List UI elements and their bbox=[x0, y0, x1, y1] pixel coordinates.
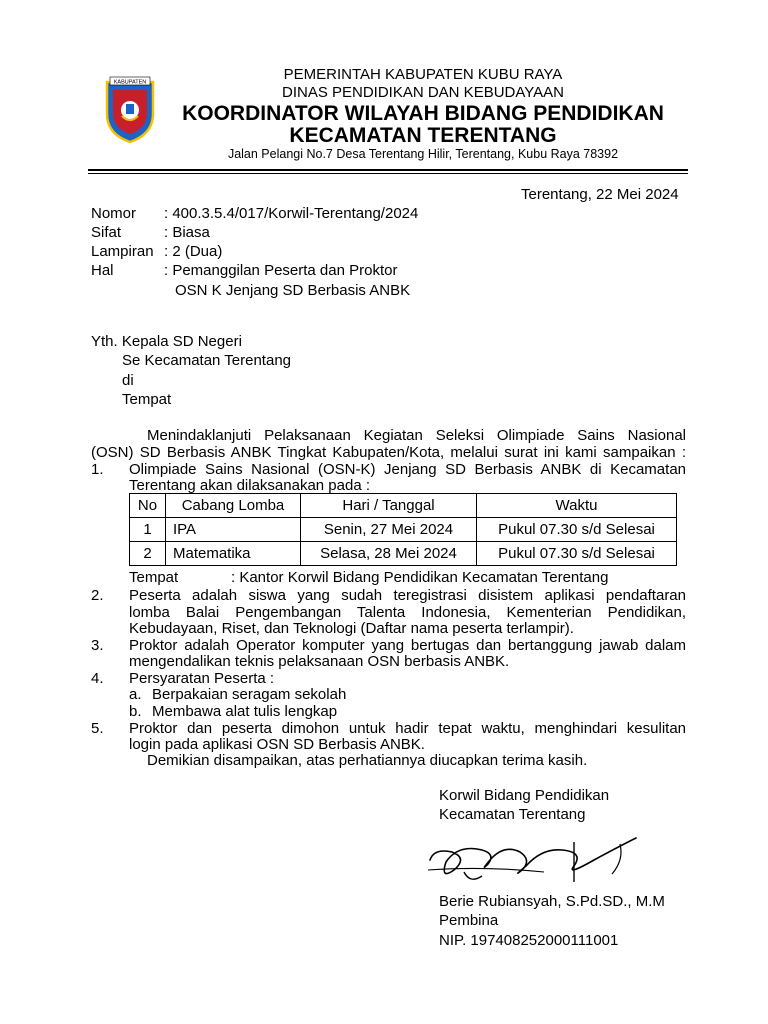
letter-date: Terentang, 22 Mei 2024 bbox=[521, 186, 679, 203]
item-number: 2. bbox=[91, 587, 104, 604]
header-coordinator: KOORDINATOR WILAYAH BIDANG PENDIDIKAN bbox=[182, 102, 664, 125]
table-cell: Selasa, 28 Mei 2024 bbox=[301, 542, 477, 566]
table-cell: Pukul 07.30 s/d Selesai bbox=[477, 518, 677, 542]
signatory-title: Kecamatan Terentang bbox=[439, 806, 586, 823]
header-address: Jalan Pelangi No.7 Desa Terentang Hilir, Terentang, Kubu Raya 78392 bbox=[227, 147, 619, 161]
table-cell: 1 bbox=[130, 518, 166, 542]
item-number: 5. bbox=[91, 720, 104, 737]
meta-value-lampiran: : 2 (Dua) bbox=[164, 243, 223, 260]
venue-label: Tempat bbox=[129, 569, 179, 586]
header-divider-thick bbox=[88, 169, 688, 171]
table-cell: Pukul 07.30 s/d Selesai bbox=[477, 542, 677, 566]
item-number: 4. bbox=[91, 670, 104, 687]
meta-value-hal: : Pemanggilan Peserta dan Proktor bbox=[164, 262, 398, 279]
table-header-cell: No bbox=[130, 494, 166, 518]
sub-item-letter: a. bbox=[129, 686, 142, 703]
signatory-name: Berie Rubiansyah, S.Pd.SD., M.M bbox=[439, 893, 665, 910]
header-department: DINAS PENDIDIKAN DAN KEBUDAYAAN bbox=[281, 84, 564, 101]
table-cell: 2 bbox=[130, 542, 166, 566]
sub-item-letter: b. bbox=[129, 703, 142, 720]
signatory-nip: NIP. 197408252000111001 bbox=[439, 932, 619, 949]
item-text: Olimpiade Sains Nasional (OSN-K) Jenjang SD Berbasis ANBK di Kecamatan bbox=[129, 461, 686, 478]
table-header-cell: Hari / Tanggal bbox=[301, 494, 477, 518]
table-header-cell: Waktu bbox=[477, 494, 677, 518]
header-district: KECAMATAN TERENTANG bbox=[289, 124, 557, 147]
table-header-cell: Cabang Lomba bbox=[166, 494, 301, 518]
intro-line: Menindaklanjuti Pelaksanaan Kegiatan Seleksi Olimpiade Sains Nasional bbox=[147, 427, 686, 444]
meta-label-nomor: Nomor bbox=[91, 205, 137, 222]
meta-value-sifat: : Biasa bbox=[164, 224, 210, 241]
logo-text: KABUPATEN bbox=[113, 79, 147, 86]
item-number: 1. bbox=[91, 461, 104, 478]
closing-statement: Demikian disampaikan, atas perhatiannya diucapkan terima kasih. bbox=[147, 752, 588, 769]
venue-value: : Kantor Korwil Bidang Pendidikan Kecamatan Terentang bbox=[231, 569, 609, 586]
header-divider-thin bbox=[88, 173, 688, 174]
sub-item-text: Berpakaian seragam sekolah bbox=[152, 686, 347, 703]
table-row bbox=[130, 518, 677, 542]
item-text: Kebudayaan, Riset, dan Teknologi (Daftar nama peserta terlampir). bbox=[129, 620, 574, 637]
table-row bbox=[130, 542, 677, 566]
header-government: PEMERINTAH KABUPATEN KUBU RAYA bbox=[283, 66, 563, 83]
intro-line: (OSN) SD Berbasis ANBK Tingkat Kabupaten/Kota, melalui surat ini kami sampaikan : bbox=[91, 444, 686, 461]
item-text: lomba Balai Pengembangan Talenta Indonesia, Kementerian Pendidikan, bbox=[129, 604, 686, 621]
meta-label-hal: Hal bbox=[91, 262, 114, 279]
regency-logo bbox=[104, 76, 156, 144]
item-text: Proktor adalah Operator komputer yang bertugas dan bertanggung jawab dalam bbox=[129, 637, 686, 654]
item-text: Proktor dan peserta dimohon untuk hadir tepat waktu, menghindari kesulitan bbox=[129, 720, 686, 737]
item-text: login pada aplikasi OSN SD Berbasis ANBK. bbox=[129, 736, 425, 753]
recipient-line: Yth. Kepala SD Negeri bbox=[91, 333, 242, 350]
handwritten-signature bbox=[424, 830, 654, 892]
meta-label-sifat: Sifat bbox=[91, 224, 122, 241]
meta-label-lampiran: Lampiran bbox=[91, 243, 154, 260]
table-cell: Senin, 27 Mei 2024 bbox=[301, 518, 477, 542]
table-header-row bbox=[130, 494, 677, 518]
item-text: Persyaratan Peserta : bbox=[129, 670, 275, 687]
sub-item-text: Membawa alat tulis lengkap bbox=[152, 703, 338, 720]
signatory-title: Korwil Bidang Pendidikan bbox=[439, 787, 610, 804]
meta-value-nomor: : 400.3.5.4/017/Korwil-Terentang/2024 bbox=[164, 205, 419, 222]
recipient-line: Se Kecamatan Terentang bbox=[122, 352, 292, 369]
item-number: 3. bbox=[91, 637, 104, 654]
table-cell: Matematika bbox=[166, 542, 301, 566]
recipient-line: Tempat bbox=[122, 391, 172, 408]
table-cell: IPA bbox=[166, 518, 301, 542]
recipient-line: di bbox=[122, 372, 134, 389]
signatory-rank: Pembina bbox=[439, 912, 499, 929]
schedule-table bbox=[129, 493, 677, 566]
item-text: Terentang akan dilaksanakan pada : bbox=[129, 477, 371, 494]
meta-value-hal-cont: OSN K Jenjang SD Berbasis ANBK bbox=[175, 282, 411, 299]
item-text: mengendalikan teknis pelaksanaan OSN berbasis ANBK. bbox=[129, 653, 510, 670]
item-text: Peserta adalah siswa yang sudah teregistrasi disistem aplikasi pendaftaran bbox=[129, 587, 686, 604]
